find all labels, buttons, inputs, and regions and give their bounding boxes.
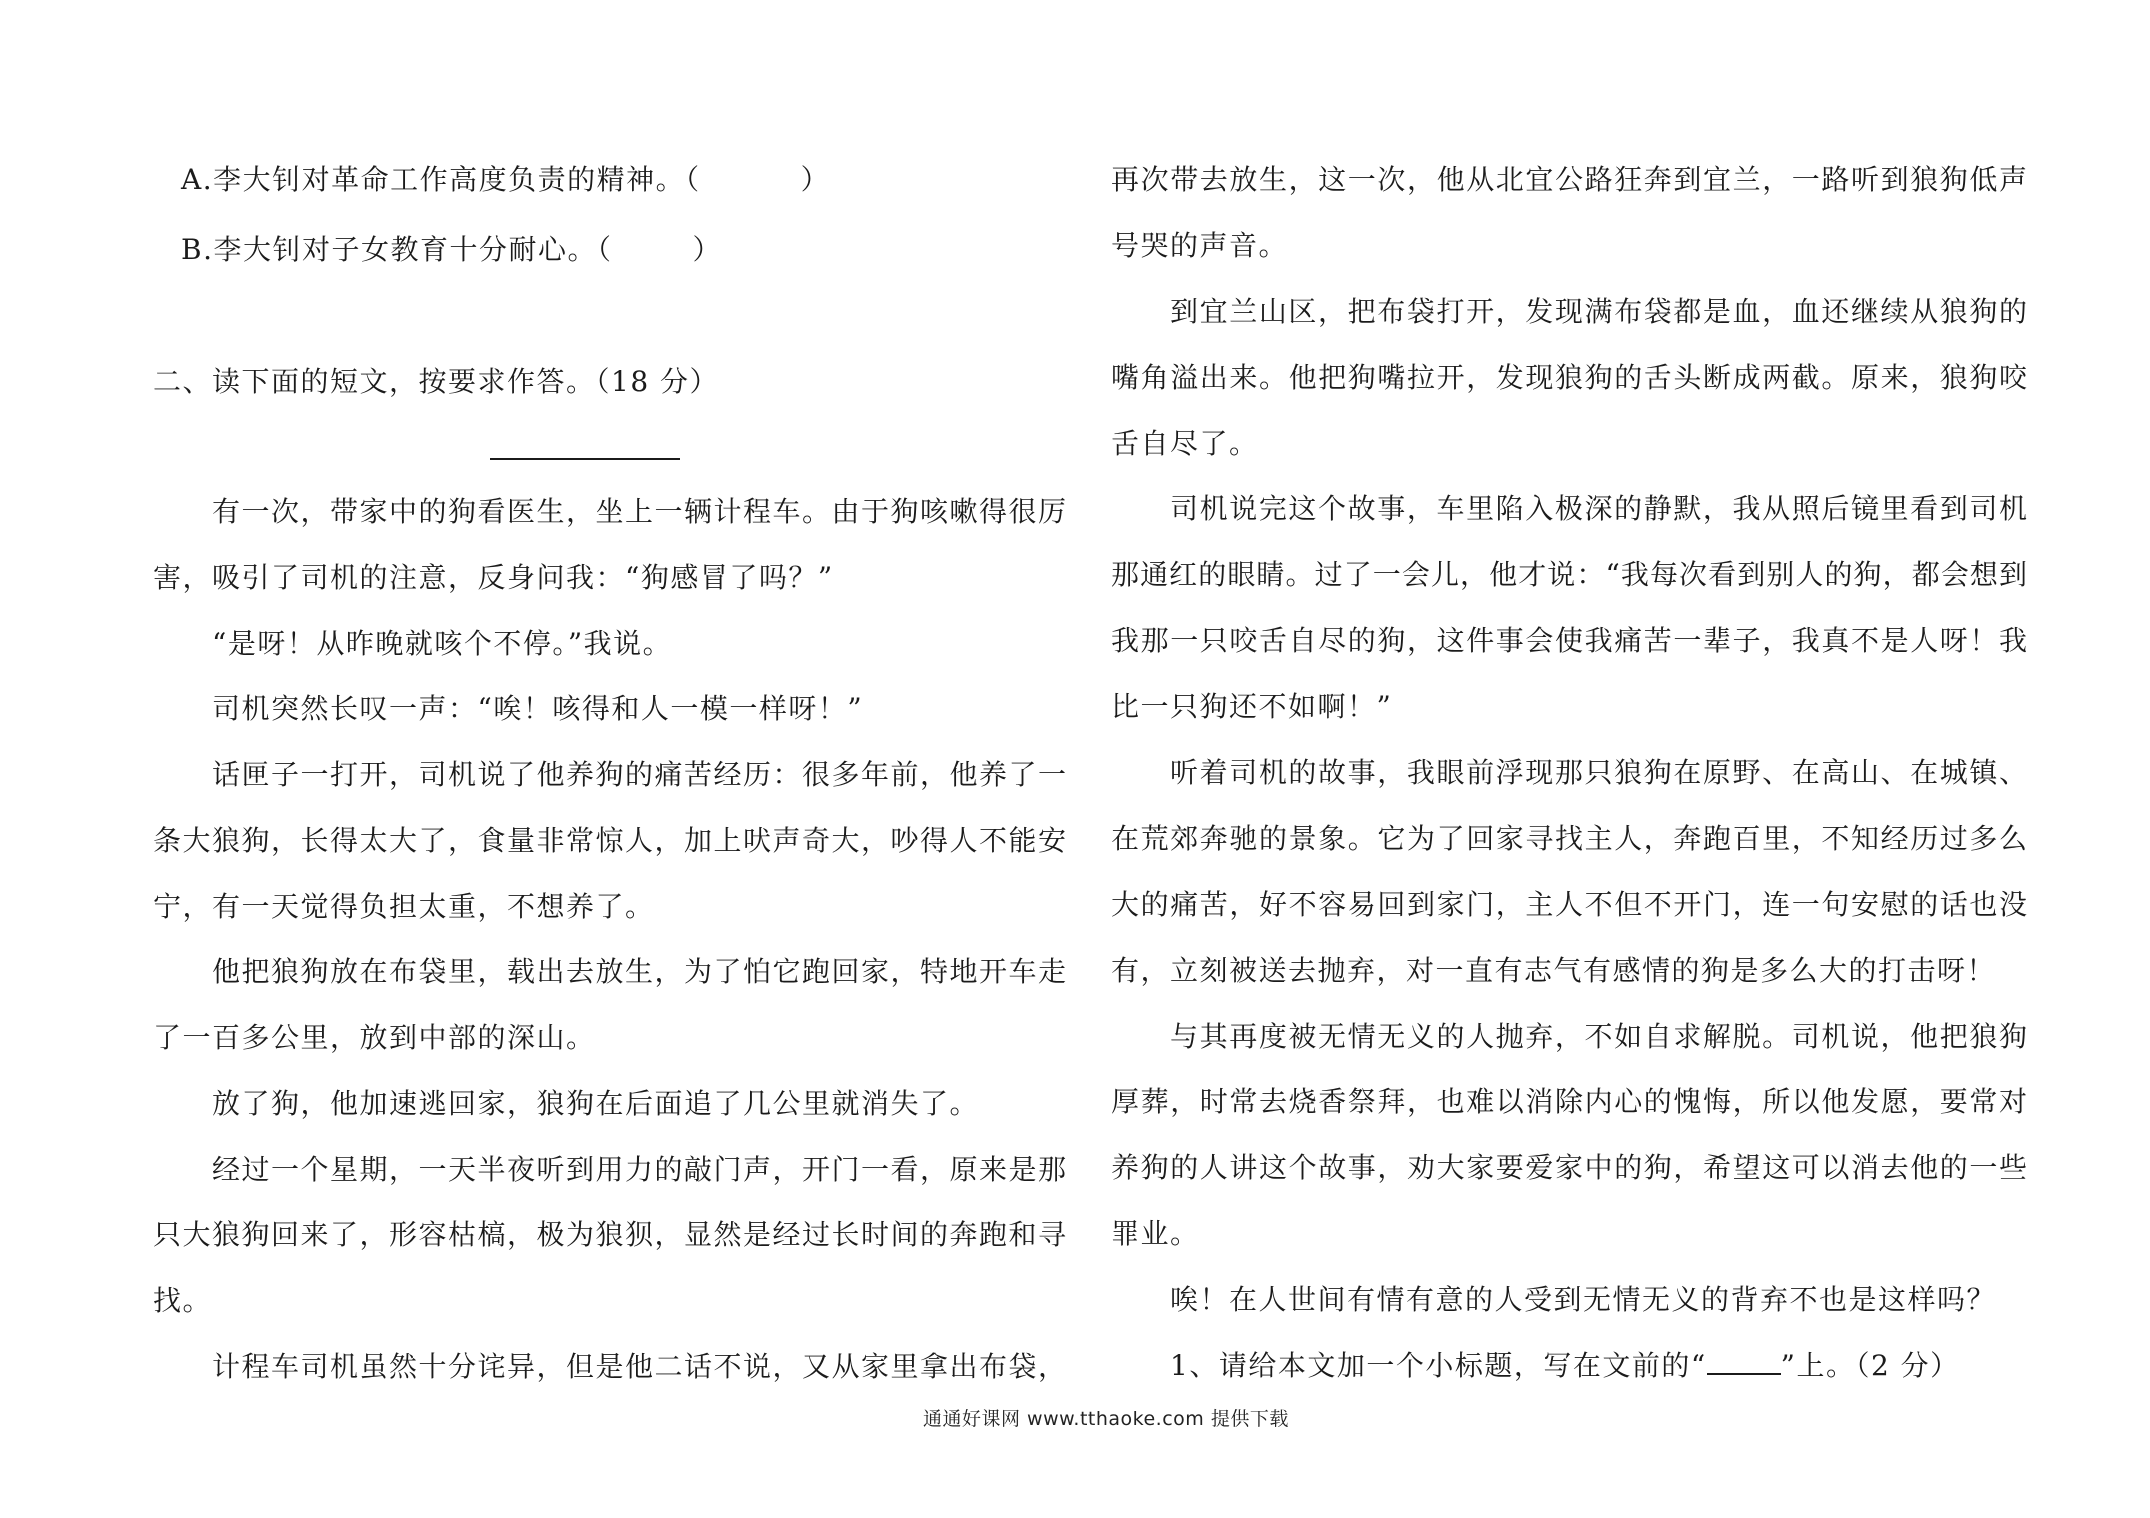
passage-right xyxy=(1111,147,2027,1333)
passage-line: 司机说完这个故事，车里陷入极深的静默，我从照后镜里看到司机 xyxy=(1170,492,2027,526)
passage-line: 有一次，带家中的狗看医生，坐上一辆计程车。由于狗咳嗽得很厉 xyxy=(212,495,1066,528)
passage-line: 比一只狗还不如啊！” xyxy=(1111,690,1393,724)
passage-left xyxy=(153,479,1066,1400)
passage-line: 找。 xyxy=(153,1284,213,1318)
passage-paragraph xyxy=(1111,476,2027,740)
option-b xyxy=(153,217,1066,283)
passage-line: 他把狼狗放在布袋里，载出去放生，为了怕它跑回家，特地开车走 xyxy=(212,955,1066,989)
passage-paragraph xyxy=(153,676,1066,742)
passage-line: 宁，有一天觉得负担太重，不想养了。 xyxy=(153,889,655,923)
passage-line: 经过一个星期，一天半夜听到用力的敲门声，开门一看，原来是那 xyxy=(212,1152,1066,1186)
passage-line: 大的痛苦，好不容易回到家门，主人不但不开门，连一句安慰的话也没 xyxy=(1111,887,2027,921)
question-1-text-after: ”上。（2 分） xyxy=(1780,1349,1960,1383)
option-a-paren-close: ） xyxy=(800,163,831,196)
right-column xyxy=(1111,147,2027,1399)
passage-line: 厚葬，时常去烧香祭拜，也难以消除内心的愧悔，所以他发愿，要常对 xyxy=(1111,1085,2027,1119)
option-b-paren-open: （ xyxy=(596,233,613,266)
passage-line: 了一百多公里，放到中部的深山。 xyxy=(153,1021,596,1055)
passage-paragraph xyxy=(1111,279,2027,477)
passage-line: 话匣子一打开，司机说了他养狗的痛苦经历：很多年前，他养了一 xyxy=(212,758,1066,792)
passage-line: 与其再度被无情无义的人抛弃，不如自求解脱。司机说，他把狼狗 xyxy=(1170,1019,2027,1053)
passage-line: 那通红的眼睛。过了一会儿，他才说：“我每次看到别人的狗，都会想到 xyxy=(1111,558,2027,592)
passage-paragraph xyxy=(153,479,1066,611)
option-a-paren-open: （ xyxy=(685,163,701,196)
passage-line: 计程车司机虽然十分诧异，但是他二话不说，又从家里拿出布袋， xyxy=(212,1349,1066,1383)
option-a xyxy=(153,147,1066,213)
option-b-paren-close: ） xyxy=(692,233,723,266)
passage-paragraph xyxy=(153,939,1066,1071)
passage-line: 我那一只咬舌自尽的狗，这件事会使我痛苦一辈子，我真不是人呀！我 xyxy=(1111,624,2027,658)
passage-line: 听着司机的故事，我眼前浮现那只狼狗在原野、在高山、在城镇、 xyxy=(1170,756,2027,790)
passage-paragraph xyxy=(153,611,1066,677)
passage-line: 有，立刻被送去抛弃，对一直有志气有感情的狗是多么大的打击呀！ xyxy=(1111,953,1997,987)
footer-source: 通通好课网 www.tthaoke.com 提供下载 xyxy=(923,1408,1289,1430)
passage-line: 舌自尽了。 xyxy=(1111,426,1259,460)
passage-paragraph xyxy=(1111,1267,2027,1333)
passage-paragraph xyxy=(153,1137,1066,1334)
passage-line: 养狗的人讲这个故事，劝大家要爱家中的狗，希望这可以消去他的一些 xyxy=(1111,1151,2027,1185)
question-1-answer-blank[interactable] xyxy=(1707,1353,1781,1375)
passage-line: 嘴角溢出来。他把狗嘴拉开，发现狼狗的舌头断成两截。原来，狼狗咬 xyxy=(1111,360,2027,394)
passage-title-blank[interactable] xyxy=(490,458,680,460)
passage-line: 害，吸引了司机的注意，反身问我：“狗感冒了吗？” xyxy=(153,560,834,594)
passage-paragraph xyxy=(1111,740,2027,1004)
passage-line: 司机突然长叹一声：“唉！咳得和人一模一样呀！” xyxy=(212,692,864,726)
passage-line: 条大狼狗，长得太大了，食量非常惊人，加上吠声奇大，吵得人不能安 xyxy=(153,823,1066,857)
passage-paragraph xyxy=(1111,1004,2027,1268)
passage-paragraph xyxy=(153,1334,1066,1400)
passage-line: 再次带去放生，这一次，他从北宜公路狂奔到宜兰，一路听到狼狗低声 xyxy=(1111,163,2027,196)
passage-line: 放了狗，他加速逃回家，狼狗在后面追了几公里就消失了。 xyxy=(212,1086,980,1120)
passage-paragraph xyxy=(153,1071,1066,1137)
left-column xyxy=(153,0,1066,1518)
passage-line: 唉！在人世间有情有意的人受到无情无义的背弃不也是这样吗？ xyxy=(1170,1283,1997,1317)
question-1-text-before: 1、请给本文加一个小标题，写在文前的“ xyxy=(1170,1349,1707,1383)
passage-paragraph xyxy=(153,742,1066,939)
option-a-text: A.李大钊对革命工作高度负责的精神。 xyxy=(181,163,686,196)
passage-paragraph xyxy=(1111,147,2027,279)
passage-line: 在荒郊奔驰的景象。它为了回家寻找主人，奔跑百里，不知经历过多么 xyxy=(1111,821,2027,855)
passage-line: 罪业。 xyxy=(1111,1217,1200,1251)
passage-line: 号哭的声音。 xyxy=(1111,228,1289,262)
passage-line: “是呀！从昨晚就咳个不停。”我说。 xyxy=(212,626,673,660)
passage-line: 到宜兰山区，把布袋打开，发现满布袋都是血，血还继续从狼狗的 xyxy=(1170,294,2027,328)
option-b-text: B.李大钊对子女教育十分耐心。 xyxy=(181,233,597,266)
passage-line: 只大狼狗回来了，形容枯槁，极为狼狈，显然是经过长时间的奔跑和寻 xyxy=(153,1218,1066,1252)
section-heading: 二、读下面的短文，按要求作答。（18 分） xyxy=(153,365,720,398)
question-1 xyxy=(1111,1333,2027,1399)
